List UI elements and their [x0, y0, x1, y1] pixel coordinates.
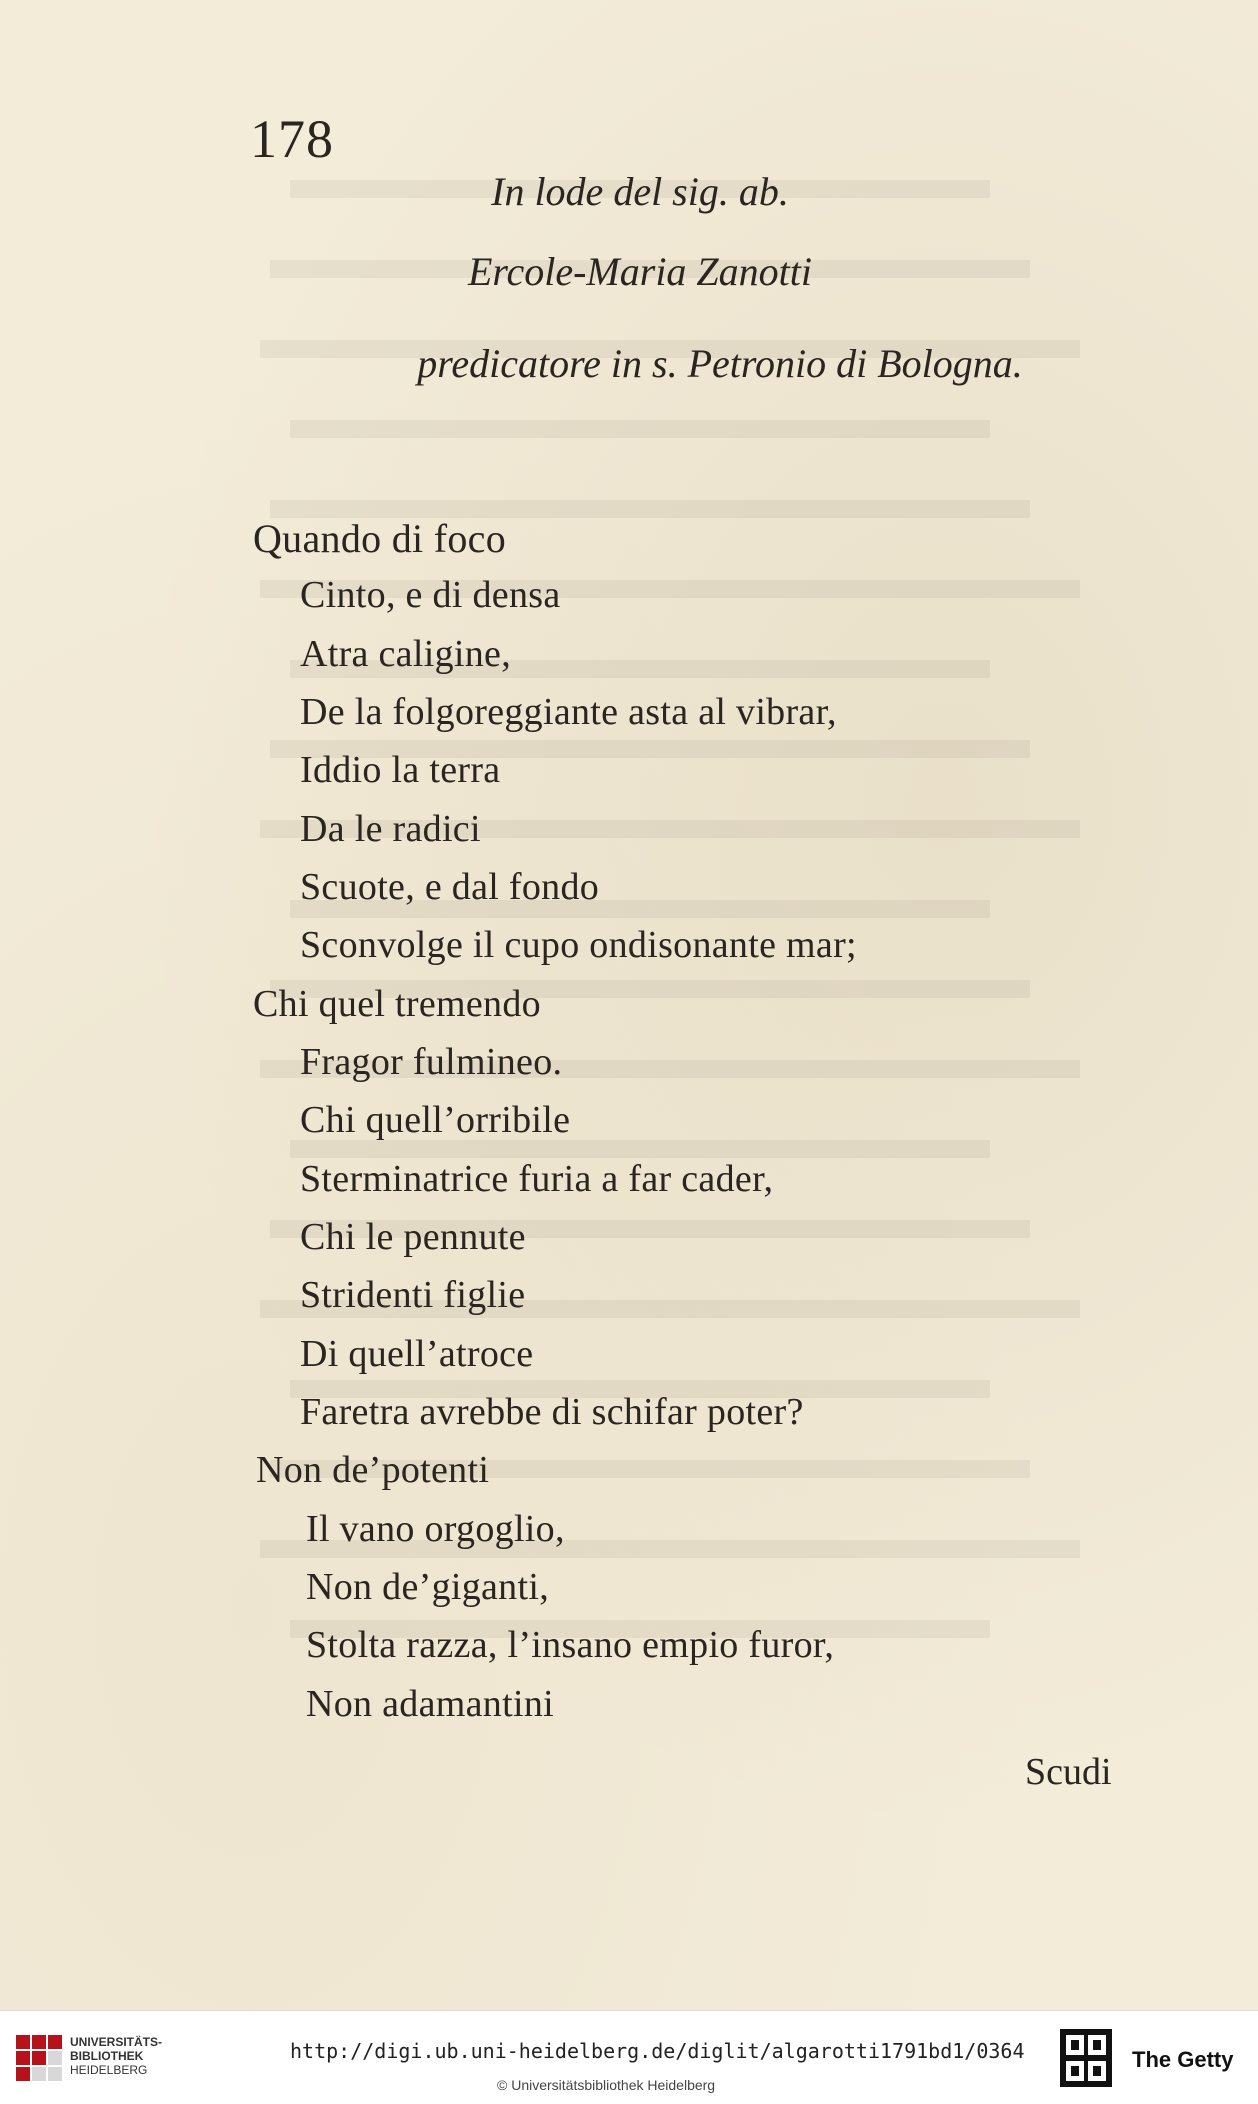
- poem-line: Chi quel tremendo: [253, 983, 541, 1025]
- poem-line: De la folgoreggiante asta al vibrar,: [300, 691, 837, 733]
- poem-line: Non adamantini: [306, 1683, 554, 1725]
- institution-name: [70, 2035, 162, 2077]
- poem-line: Scuote, e dal fondo: [300, 866, 600, 908]
- copyright-notice: © Universitätsbibliothek Heidelberg: [497, 2077, 716, 2093]
- heading-line-2: Ercole-Maria Zanotti: [467, 249, 813, 294]
- poem-line: Faretra avrebbe di schifar poter?: [300, 1391, 804, 1433]
- poem-line: Non de’potenti: [256, 1449, 490, 1491]
- poem-line: Cinto, e di densa: [300, 574, 561, 616]
- poem-line: Da le radici: [300, 808, 481, 850]
- poem-line: Chi le pennute: [300, 1216, 526, 1258]
- heading-line-1: In lode del sig. ab.: [491, 169, 789, 214]
- poem-line: Il vano orgoglio,: [306, 1508, 565, 1550]
- poem-line: Atra caligine,: [300, 633, 511, 675]
- poem-line: Sconvolge il cupo ondisonante mar;: [300, 924, 857, 966]
- poem-line: Chi quell’orribile: [300, 1099, 571, 1141]
- poem-line: Di quell’atroce: [300, 1333, 534, 1375]
- institution-line: UNIVERSITÄTS-: [70, 2035, 163, 2049]
- getty-logo-icon: [1060, 2029, 1112, 2087]
- partner-name: The Getty: [1132, 2047, 1234, 2072]
- page-number: 178: [250, 109, 334, 169]
- poem-line: Sterminatrice furia a far cader,: [300, 1158, 774, 1200]
- institution-line: HEIDELBERG: [70, 2063, 148, 2077]
- poem-line: Stolta razza, l’insano empio furor,: [306, 1624, 835, 1666]
- page-url-link[interactable]: http://digi.ub.uni-heidelberg.de/diglit/algarotti1791bd1/0364: [290, 2039, 1025, 2063]
- heidelberg-university-library-logo-icon: [14, 2033, 64, 2083]
- heading-line-3: predicatore in s. Petronio di Bologna.: [417, 341, 1023, 386]
- footer-bar: [0, 2010, 1258, 2104]
- poem-line: Non de’giganti,: [306, 1566, 550, 1608]
- poem-line: Fragor fulmineo.: [300, 1041, 563, 1083]
- catchword: Scudi: [1025, 1751, 1112, 1793]
- poem-line: Iddio la terra: [300, 749, 501, 791]
- poem-line: Stridenti figlie: [300, 1274, 526, 1316]
- poem-line: Quando di foco: [253, 516, 507, 561]
- institution-line: BIBLIOTHEK: [70, 2049, 144, 2063]
